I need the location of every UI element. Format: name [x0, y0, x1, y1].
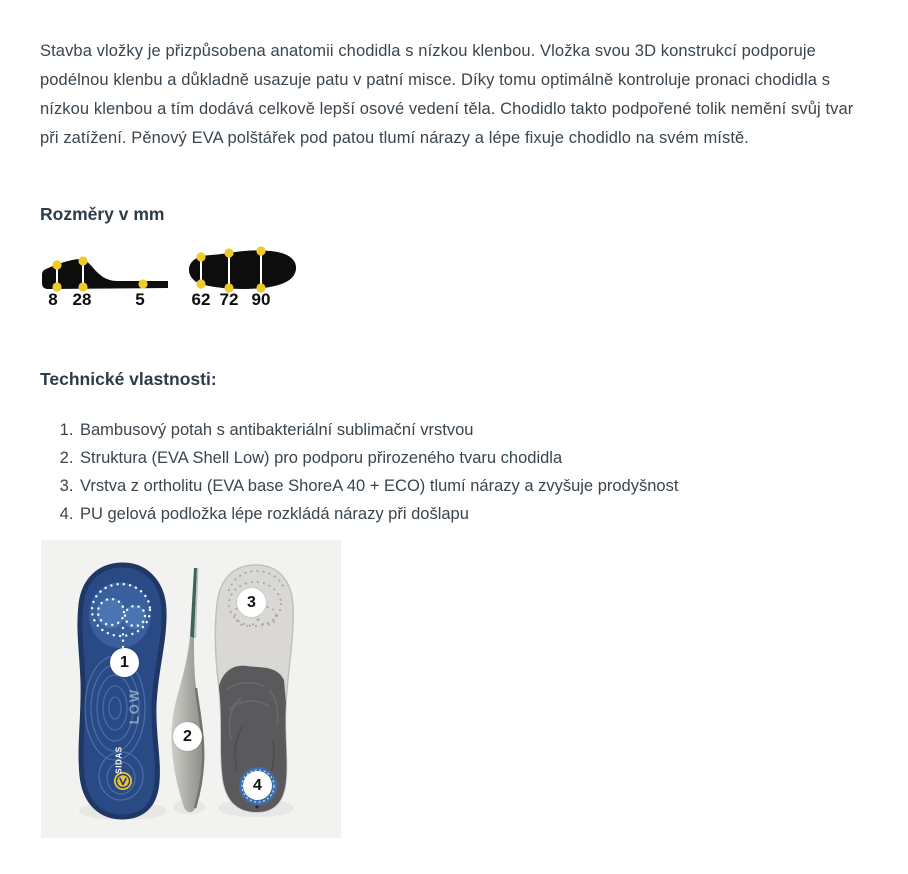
intro-paragraph: Stavba vložky je přizpůsobena anatomii chodidla s nízkou klenbou. Vložka svou 3D konstrukcí podporuje podélnou klenbu a důkladně usazuje patu v patní misce. Díky tomu optimálně kontroluje pronaci chodidla s nízkou klenbou a tím dodává celkově lepší osové vedení těla. Chodidlo takto podpořené tolik nemění svůj tvar při zatížení. Pěnový EVA polštářek pod patou tlumí nárazy a lépe fixuje chodidlo na svém místě. — [40, 42, 854, 147]
dim-label-toe-height: 5 — [135, 290, 145, 309]
technical-item: 2. Struktura (EVA Shell Low) pro podporu přirozeného tvaru chodidla — [78, 444, 875, 472]
callout-number: 3 — [247, 593, 256, 611]
measure-dot — [196, 252, 205, 261]
measure-dot — [196, 279, 205, 288]
callout-number: 1 — [120, 653, 129, 671]
product-image — [41, 540, 341, 838]
measure-dot — [138, 279, 147, 288]
insole-side-profile-piece — [171, 568, 203, 812]
measure-dot — [78, 256, 87, 265]
callout-2-eva-shell — [173, 722, 202, 751]
dim-label-toe-width: 90 — [251, 290, 271, 309]
callout-number: 2 — [183, 727, 192, 745]
technical-item: 1. Bambusový potah s antibakteriální sublimační vrstvou — [78, 416, 875, 444]
dimensions-heading: Rozměry v mm — [40, 204, 165, 224]
measure-dot — [224, 248, 233, 257]
dim-label-heel-height: 8 — [48, 290, 58, 309]
technical-item: 3. Vrstva z ortholitu (EVA base ShoreA 40 + ECO) tlumí nárazy a zvyšuje prodyšnost — [78, 472, 875, 500]
callout-3-ortholite-layer — [237, 588, 266, 617]
dimensions-diagram — [40, 244, 320, 314]
callout-4-pu-gel-pad — [243, 771, 272, 800]
callout-number: 4 — [253, 776, 262, 794]
technical-item: 4. PU gelová podložka lépe rozkládá nárazy při došlapu — [78, 500, 875, 528]
insole-top-view-diagram — [186, 244, 300, 294]
measure-dot — [52, 260, 61, 269]
technical-heading: Technické vlastnosti: — [40, 369, 217, 389]
insole-side-profile-diagram — [40, 254, 170, 292]
technical-properties-list — [40, 416, 875, 528]
dim-label-mid-width: 72 — [219, 290, 239, 309]
dim-label-arch-height: 28 — [72, 290, 92, 309]
dim-label-heel-width: 62 — [191, 290, 211, 309]
brand-sidas-label: SIDAS — [114, 746, 124, 774]
measure-dot — [256, 246, 265, 255]
insole-product-illustration — [41, 540, 341, 838]
sidas-logo-icon — [114, 772, 132, 790]
model-low-label: LOW — [126, 687, 142, 725]
callout-1-bamboo-cover — [110, 648, 139, 677]
